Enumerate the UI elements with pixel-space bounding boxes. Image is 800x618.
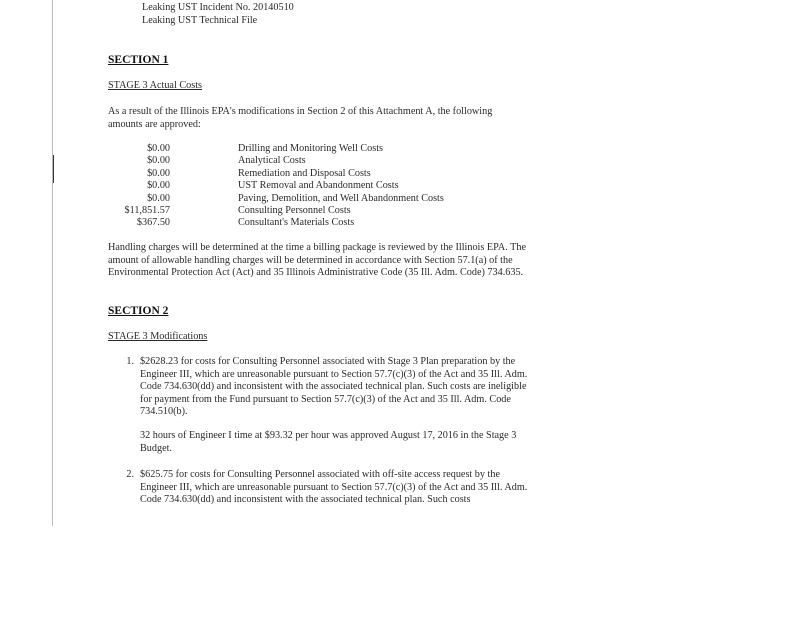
section-1-intro: As a result of the Illinois EPA's modifications in Section 2 of this Attachment A, the following amounts are approved:: [108, 106, 493, 130]
cost-label: Paving, Demolition, and Well Abandonment Costs: [238, 193, 444, 204]
section-1-subheading: STAGE 3 Actual Costs: [108, 80, 202, 91]
list-item-number: 2.: [126, 469, 134, 480]
cost-label: UST Removal and Abandonment Costs: [238, 180, 399, 191]
cost-amount: $0.00: [147, 193, 170, 204]
cost-label: Remediation and Disposal Costs: [238, 168, 371, 179]
page-margin-line: [52, 0, 53, 526]
incident-number: Leaking UST Incident No. 20140510: [142, 2, 294, 13]
cost-label: Analytical Costs: [238, 155, 306, 166]
modification-item-1-note: 32 hours of Engineer I time at $93.32 per hour was approved August 17, 2016 in the Stage 3 Budget.: [140, 430, 517, 454]
cost-amount: $0.00: [147, 180, 170, 191]
cost-amount: $11,851.57: [124, 205, 170, 216]
cost-amount: $0.00: [147, 168, 170, 179]
modification-item-1: $2628.23 for costs for Consulting Personnel associated with Stage 3 Plan preparation by the Engineer III, which are unreasonable pursuant to Section 57.7(c)(3) of the Act and 35 Ill. Adm. Code 734.630(dd) and inconsistent with the associated technical plan. Such costs are ineligible for payment from the Fund pursuant to Section 57.7(c)(3) of the Act and 35 Ill. Adm. Code 734.510(b).: [140, 356, 528, 418]
cost-amount: $0.00: [147, 155, 170, 166]
technical-file: Leaking UST Technical File: [142, 15, 258, 26]
section-1-heading: SECTION 1: [108, 54, 169, 66]
cost-amount: $367.50: [136, 217, 170, 228]
handling-charges-paragraph: Handling charges will be determined at the time a billing package is reviewed by the Illinois EPA. The amount of allowable handling charges will be determined in accordance with Section 57.1(a) of the Environmental Protection Act (Act) and 35 Illinois Administrative Code (35 Ill. Adm. Code) 734.635.: [108, 242, 526, 279]
cost-amount: $0.00: [147, 143, 170, 154]
section-2-subheading: STAGE 3 Modifications: [108, 331, 208, 342]
cost-label: Consultant's Materials Costs: [238, 217, 355, 228]
cost-label: Drilling and Monitoring Well Costs: [238, 143, 384, 154]
list-item-number: 1.: [126, 356, 134, 367]
modification-item-2: $625.75 for costs for Consulting Personnel associated with off-site access request by the Engineer III, which are unreasonable pursuant to Section 57.7(c)(3) of the Act and 35 Ill. Adm. Code 734.630(dd) and inconsistent with the associated technical plan. Such costs: [140, 469, 528, 506]
cost-label: Consulting Personnel Costs: [238, 205, 351, 216]
section-2-heading: SECTION 2: [108, 305, 169, 317]
